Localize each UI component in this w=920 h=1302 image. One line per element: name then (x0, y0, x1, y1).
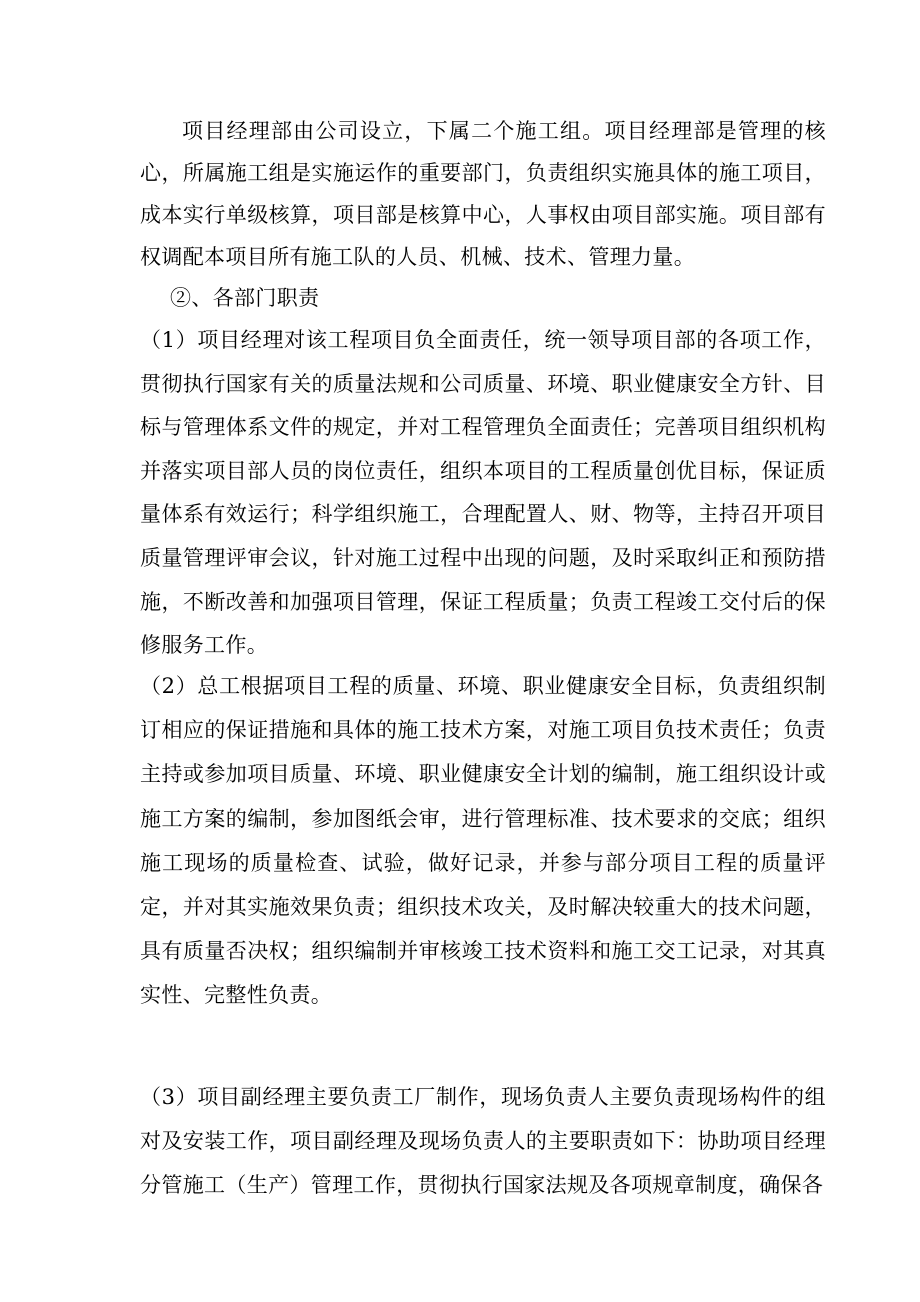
section-heading: ②、各部门职责 (170, 286, 320, 310)
duty-item-project-manager: （1）项目经理对该工程项目负全面责任，统一领导项目部的各项工作，贯彻执行国家有关的质量法规和公司质量、环境、职业健康安全方针、目标与管理体系文件的规定，并对工程管理负全面责任；完善项目组织机构并落实项目部人员的岗位责任，组织本项目的工程质量创优目标，保证质量体系有效运行；科学组织施工，合理配置人、财、物等，主持召开项目质量管理评审会议，针对施工过程中出现的问题，及时采取纠正和预防措施，不断改善和加强项目管理，保证工程质量；负责工程竣工交付后的保修服务工作。 (140, 328, 826, 658)
intro-paragraph: 项目经理部由公司设立，下属二个施工组。项目经理部是管理的核心，所属施工组是实施运作的重要部门，负责组织实施具体的施工项目，成本实行单级核算，项目部是核算中心，人事权由项目部实施。项目部有权调配本项目所有施工队的人员、机械、技术、管理力量。 (140, 119, 826, 269)
duty-item-chief-engineer: （2）总工根据项目工程的质量、环境、职业健康安全目标，负责组织制订相应的保证措施和具体的施工技术方案，对施工项目负技术责任；负责主持或参加项目质量、环境、职业健康安全计划的编制，施工组织设计或施工方案的编制，参加图纸会审，进行管理标准、技术要求的交底；组织施工现场的质量检查、试验，做好记录，并参与部分项目工程的质量评定，并对其实施效果负责；组织技术攻关，及时解决较重大的技术问题，具有质量否决权；组织编制并审核竣工技术资料和施工交工记录，对其真实性、完整性负责。 (140, 674, 826, 1008)
duty-item-deputy-manager: （3）项目副经理主要负责工厂制作，现场负责人主要负责现场构件的组对及安装工作，项目副经理及现场负责人的主要职责如下：协助项目经理分管施工（生产）管理工作，贯彻执行国家法规及各项规章制度，确保各 (140, 1085, 826, 1198)
